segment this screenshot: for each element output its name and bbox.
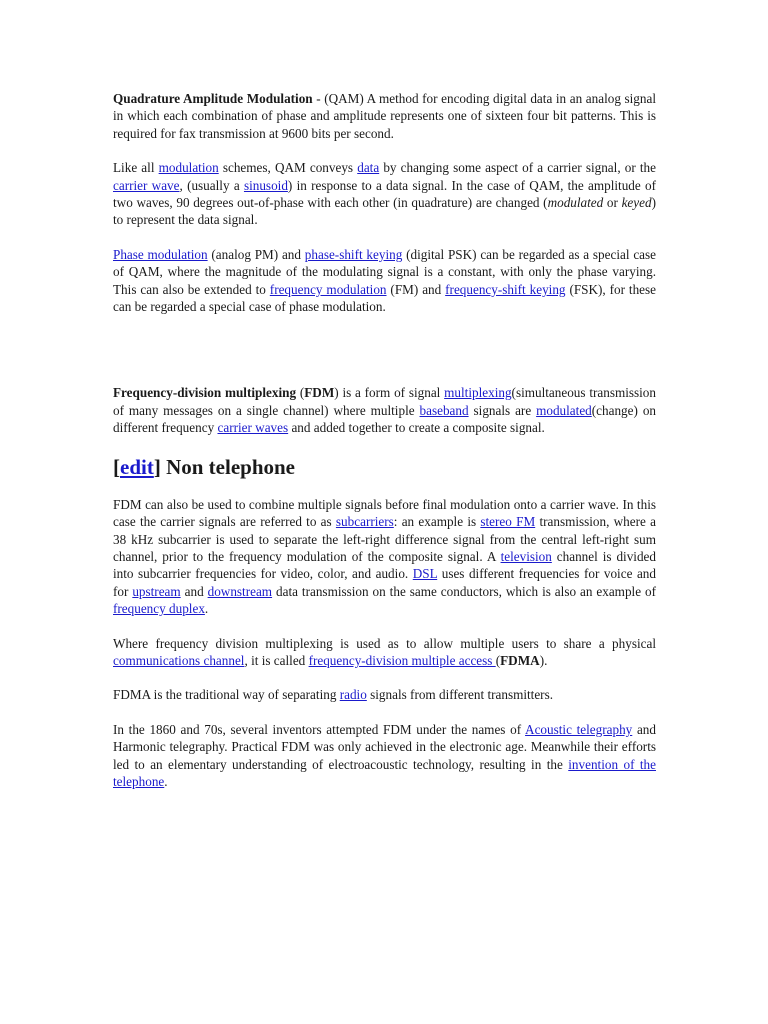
fdm-term: Frequency-division multiplexing (113, 385, 297, 401)
frequency-duplex-link[interactable]: frequency duplex (113, 601, 205, 617)
text-span: Where frequency division multiplexing is used as to allow multiple users to share a physical (113, 635, 656, 651)
text-span: signals from different transmitters. (366, 687, 553, 703)
data-link[interactable]: data (357, 160, 380, 176)
heading-bracket-open: [ (113, 454, 120, 479)
upstream-link[interactable]: upstream (132, 583, 181, 599)
radio-link[interactable]: radio (339, 687, 367, 703)
text-span: ) to represent the data signal. (113, 195, 656, 228)
text-span: , (usually a (179, 177, 244, 193)
heading-title: Non telephone (160, 454, 296, 479)
section-heading-non-telephone (113, 454, 656, 480)
fdma-link[interactable]: frequency-division multiple access (308, 652, 496, 668)
text-span: (digital PSK) can be regarded as a special case of QAM, where the magnitude of the modulating signal is a constant, with only the phase varying. This can also be extended to (113, 246, 657, 297)
text-span: signals are (468, 402, 537, 418)
text-span: FDM can also be used to combine multiple signals before final modulation onto a carrier wave. In this case the carrier signals are referred to as (113, 496, 656, 530)
text-span: (simultaneous transmission of many messages on a single channel) where multiple (113, 385, 656, 418)
fdma-definition-paragraph (113, 635, 656, 670)
text-span: ( (296, 385, 305, 401)
modulated-italic: modulated (547, 195, 604, 211)
text-span: or (603, 195, 622, 211)
modulation-paragraph (113, 159, 656, 229)
fdma-radio-paragraph (113, 686, 656, 703)
document-body (113, 90, 656, 807)
multiplexing-link[interactable]: multiplexing (444, 385, 512, 401)
invention-of-telephone-link[interactable]: invention of the telephone (113, 756, 656, 789)
text-span: by changing some aspect of a carrier signal, or the (379, 160, 656, 176)
communications-channel-link[interactable]: communications channel (113, 652, 245, 668)
text-span: FDMA is the traditional way of separating (113, 687, 340, 703)
text-span: ) in response to a data signal. In the case of QAM, the amplitude of two waves, 90 degrees out-of-phase with each other (in quadrature) are changed ( (113, 177, 657, 211)
text-span: uses different frequencies for voice and for (113, 566, 656, 599)
text-span: and Harmonic telegraphy. Practical FDM was only achieved in the electronic age. Meanwhile their efforts led to an elementary understanding of electroacoustic technology, resulting in the (113, 721, 656, 772)
text-span: data transmission on the same conductors, which is also an example of (272, 583, 656, 599)
phase-modulation-link[interactable]: Phase modulation (113, 246, 208, 262)
acoustic-telegraphy-link[interactable]: Acoustic telegraphy (525, 721, 633, 737)
text-span: : an example is (393, 514, 481, 530)
stereo-fm-link[interactable]: stereo FM (480, 514, 536, 530)
text-span: ) is a form of signal (334, 385, 445, 401)
frequency-modulation-link[interactable]: frequency modulation (269, 281, 387, 297)
qam-text: - (QAM) A method for encoding digital data in an analog signal in which each combination of phase and amplitude represents one of sixteen four bit patterns. This is required for fax transmission at 9600 bits per second. (113, 91, 657, 141)
text-span: (FSK), for these can be regarded a special case of phase modulation. (113, 281, 657, 315)
qam-paragraph (113, 90, 656, 142)
text-span: , it is called (244, 652, 309, 668)
dsl-link[interactable]: DSL (412, 566, 438, 582)
phase-paragraph (113, 246, 656, 316)
modulated-link[interactable]: modulated (536, 402, 592, 418)
text-span: (analog PM) and (207, 246, 305, 262)
text-span: Like all (113, 160, 159, 176)
text-span: (FM) and (386, 281, 446, 297)
qam-term: Quadrature Amplitude Modulation (113, 91, 313, 106)
keyed-italic: keyed (621, 195, 652, 211)
phase-shift-keying-link[interactable]: phase-shift keying (304, 246, 403, 262)
carrier-waves-link[interactable]: carrier waves (217, 420, 289, 436)
text-span: (change) on different frequency (113, 402, 657, 436)
text-span: schemes, QAM conveys (218, 160, 358, 176)
frequency-shift-keying-link[interactable]: frequency-shift keying (445, 281, 566, 297)
text-span: . (164, 773, 168, 789)
downstream-link[interactable]: downstream (207, 583, 273, 599)
text-span: ). (539, 652, 548, 668)
heading-bracket-close: ] (153, 454, 161, 479)
text-span: . (204, 601, 209, 617)
carrier-wave-link[interactable]: carrier wave (113, 177, 180, 193)
text-span: In the 1860 and 70s, several inventors attempted FDM under the names of (113, 721, 526, 737)
text-span: and added together to create a composite signal. (288, 420, 545, 436)
subcarriers-link[interactable]: subcarriers (335, 514, 394, 530)
non-telephone-paragraph (113, 496, 656, 618)
text-span: ( (495, 652, 501, 668)
baseband-link[interactable]: baseband (419, 402, 469, 418)
fdma-abbr: FDMA (500, 652, 540, 668)
sinusoid-link[interactable]: sinusoid (243, 177, 288, 193)
history-paragraph (113, 721, 656, 791)
fdm-paragraph (113, 384, 656, 436)
text-span: transmission, where a 38 kHz subcarrier is used to separate the left-right difference signal from the central left-right sum channel, prior to the frequency modulation of the composite signal. A (113, 514, 656, 564)
blank-space (113, 332, 656, 384)
modulation-link[interactable]: modulation (158, 160, 219, 176)
television-link[interactable]: television (500, 548, 552, 564)
fdm-abbr: FDM (304, 385, 335, 401)
text-span: and (180, 583, 208, 599)
text-span: channel is divided into subcarrier frequencies for video, color, and audio. (113, 548, 657, 582)
edit-link[interactable]: edit (120, 454, 154, 479)
